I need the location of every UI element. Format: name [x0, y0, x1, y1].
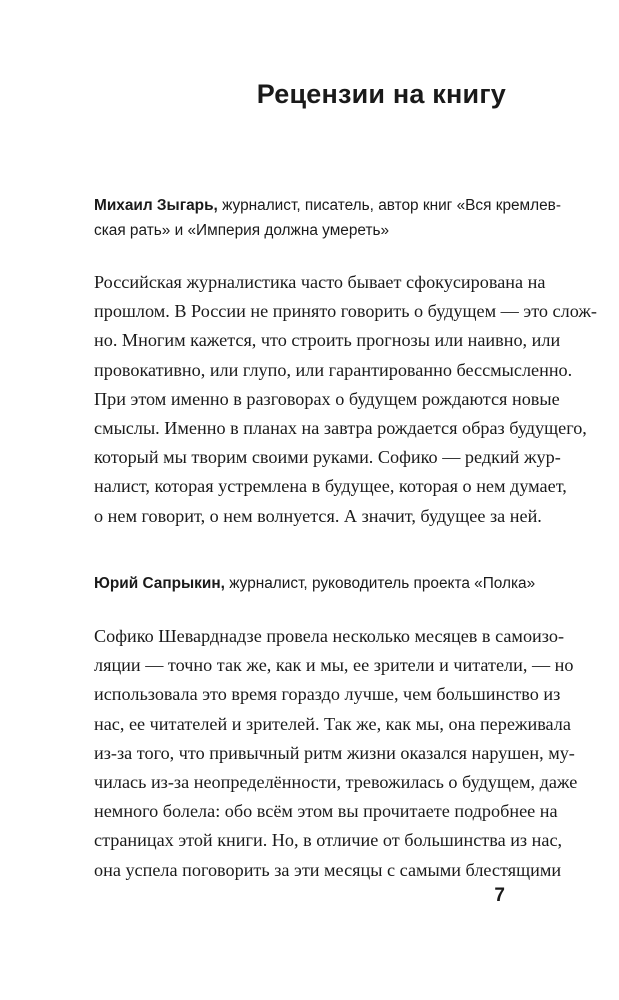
text-line: чилась из-за неопределённости, тревожилась о будущем, даже [94, 772, 578, 793]
text-line: ляции — точно так же, как и мы, ее зрители и читатели, — но [94, 655, 574, 676]
text-line: При этом именно в разговорах о будущем рождаются новые [94, 388, 560, 409]
text-line: использовала это время гораздо лучше, чем большинство из [94, 684, 561, 705]
text-line: налист, которая устремлена в будущее, которая о нем думает, [94, 476, 567, 497]
review-text [94, 622, 578, 885]
author-description: журналист, писатель, автор книг «Вся кремлев- [217, 197, 561, 214]
text-line: немного болела: обо всём этом вы прочитаете подробнее на [94, 801, 558, 822]
text-line: о нем говорит, о нем волнуется. А значит, будущее за ней. [94, 505, 542, 526]
text-line: из-за того, что привычный ритм жизни оказался нарушен, му- [94, 742, 575, 763]
text-line: она успела поговорить за эти месяцы с самыми блестящими [94, 859, 562, 880]
review-attribution [94, 571, 536, 596]
text-line: смыслы. Именно в планах на завтра рождается образ будущего, [94, 418, 587, 439]
text-line: который мы творим своими руками. Софико — редкий жур- [94, 447, 561, 468]
review-text [94, 268, 597, 531]
author-description: журналист, руководитель проекта «Полка» [224, 575, 536, 592]
text-line: Софико Шеварднадзе провела несколько месяцев в самоизо- [94, 626, 564, 646]
review-author: Михаил Зыгарь, [94, 197, 218, 214]
text-line: нас, ее читателей и зрителей. Так же, как мы, она переживала [94, 713, 571, 734]
text-line: провокативно, или глупо, или гарантированно бессмысленно. [94, 359, 573, 380]
review-author: Юрий Сапрыкин, [94, 575, 225, 592]
attribution-line: ская рать» и «Империя должна умереть» [94, 222, 390, 239]
text-line: Российская журналистика часто бывает сфокусирована на [94, 272, 546, 292]
text-line: но. Многим кажется, что строить прогнозы или наивно, или [94, 330, 561, 351]
page-title: Рецензии на книгу [256, 79, 506, 109]
text-line: прошлом. В России не принято говорить о будущем — это слож- [94, 301, 597, 322]
text-line: страницах этой книги. Но, в отличие от большинства из нас, [94, 830, 563, 851]
review-attribution [94, 193, 561, 243]
attribution-line [94, 571, 536, 596]
attribution-line [94, 193, 561, 218]
page-number: 7 [494, 885, 505, 906]
